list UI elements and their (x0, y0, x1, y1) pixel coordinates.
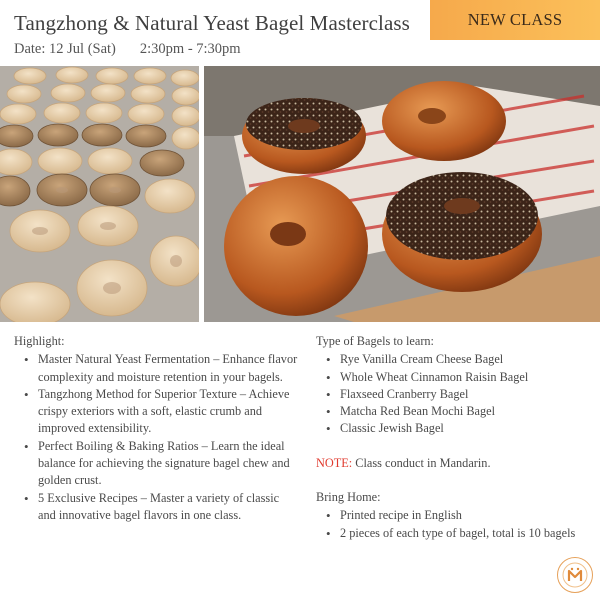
new-class-badge: NEW CLASS (430, 0, 600, 40)
bagel-types-list (316, 351, 596, 437)
bagel-type-item: • Matcha Red Bean Mochi Bagel (316, 403, 596, 420)
bagel-type-item: • Classic Jewish Bagel (316, 420, 596, 437)
highlight-item: • Perfect Boiling & Baking Ratios – Learn the ideal balance for achieving the signature bagel chew and golden crust. (14, 438, 299, 490)
baked-bagels-photo (204, 66, 600, 322)
highlight-item: • 5 Exclusive Recipes – Master a variety of classic and innovative bagel flavors in one class. (14, 490, 299, 525)
class-time: 2:30pm - 7:30pm (139, 41, 241, 57)
highlight-item: • Master Natural Yeast Fermentation – Enhance flavor complexity and moisture retention in your bagels. (14, 351, 299, 386)
highlight-section (14, 333, 299, 524)
bring-home-list (316, 507, 596, 542)
logo-mark-icon (561, 561, 589, 589)
highlight-item: • Tangzhong Method for Superior Texture – Achieve crispy exteriors with a soft, elastic crumb and improved extensibility. (14, 386, 299, 438)
highlight-heading: Highlight: (14, 334, 65, 348)
bagel-type-item: • Flaxseed Cranberry Bagel (316, 386, 596, 403)
bagel-type-item: • Whole Wheat Cinnamon Raisin Bagel (316, 369, 596, 386)
page-title: Tangzhong & Natural Yeast Bagel Masterclass (14, 11, 410, 35)
class-date: Date: 12 Jul (Sat) (14, 41, 116, 57)
highlight-list (14, 351, 299, 524)
note-text: Class conduct in Mandarin. (352, 455, 491, 470)
note-label: NOTE: (316, 455, 353, 470)
bring-home-item: • 2 pieces of each type of bagel, total is 10 bagels (316, 525, 596, 542)
dough-tray-illustration (0, 66, 199, 322)
bagel-types-heading: Type of Bagels to learn: (316, 334, 434, 348)
bring-home-heading: Bring Home: (316, 490, 381, 505)
date-time-row (14, 41, 241, 58)
bakery-logo-icon (557, 557, 593, 593)
bring-home-item: • Printed recipe in English (316, 507, 596, 524)
language-note (316, 455, 596, 472)
details-section (316, 333, 596, 542)
baked-bagels-illustration (204, 66, 600, 322)
dough-tray-photo (0, 66, 199, 322)
bagel-type-item: • Rye Vanilla Cream Cheese Bagel (316, 351, 596, 368)
